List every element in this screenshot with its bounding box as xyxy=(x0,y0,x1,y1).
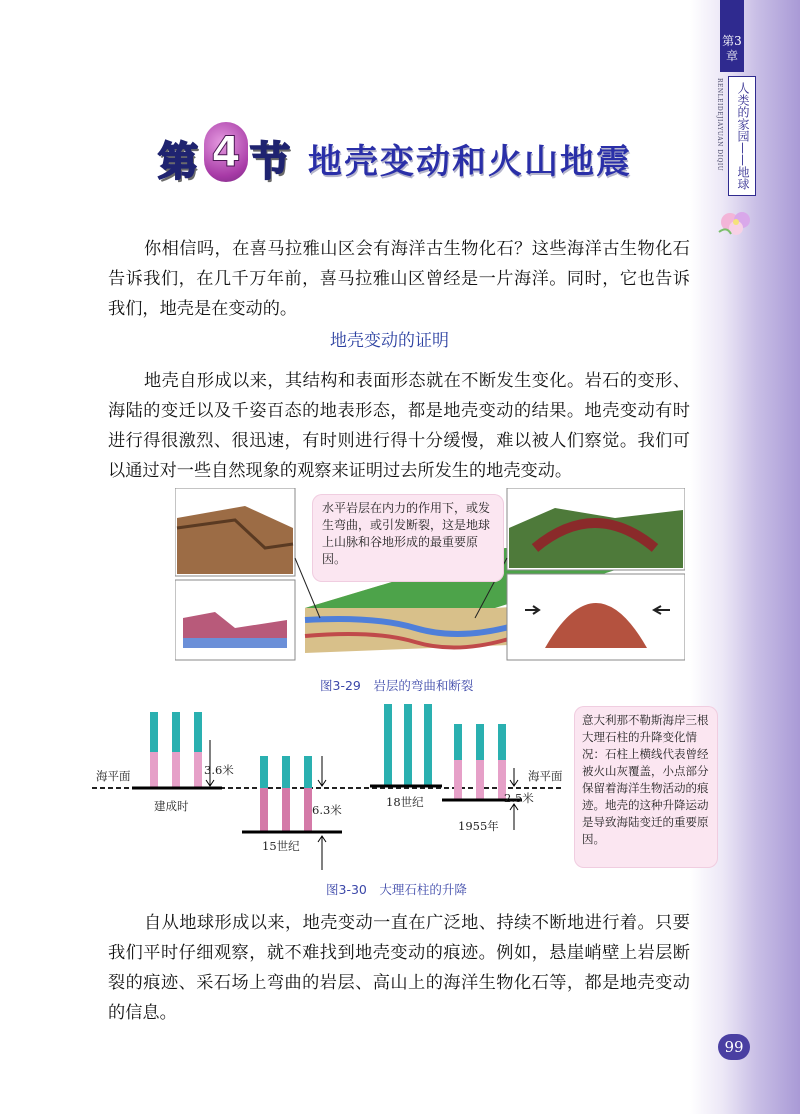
section-suffix: 节 xyxy=(250,139,290,185)
figure1-caption: 图3-29 岩层的弯曲和断裂 xyxy=(320,678,474,693)
measure-3-6: 3.6米 xyxy=(204,763,234,777)
sea-level-label-left: 海平面 xyxy=(96,769,131,783)
page-number: 99 xyxy=(718,1034,750,1060)
paragraph-conclusion: 自从地球形成以来，地壳变动一直在广泛地、持续不断地进行着。只要我们平时仔细观察，就不难找到地壳变动的痕迹。例如，悬崖峭壁上岩层断裂的痕迹、采石场上弯曲的岩层、高山上的海洋生物化石等，都是地壳变动的信息。 xyxy=(108,913,690,1023)
figure1-callout: 水平岩层在内力的作用下，或发生弯曲，或引发断裂，这是地球上山脉和谷地形成的最重要原因。 xyxy=(312,494,504,582)
figure2-caption: 图3-30 大理石柱的升降 xyxy=(326,882,467,897)
sea-level-label-right: 海平面 xyxy=(528,769,563,783)
section-title xyxy=(158,122,678,186)
section-prefix: 第 xyxy=(158,139,198,185)
section-heading: 地壳变动和火山地震 xyxy=(308,142,632,182)
section-number-badge: 4 xyxy=(204,122,248,182)
pillars-15c xyxy=(242,756,342,832)
measure-6-3: 6.3米 xyxy=(312,803,342,817)
stage-1955-label: 1955年 xyxy=(458,819,499,833)
stage-built-label: 建成时 xyxy=(154,799,189,813)
chapter-title-strip: 人类的家园——地球 xyxy=(728,76,756,196)
stage-18c-label: 18世纪 xyxy=(386,795,424,809)
chapter-tab: 第3章 xyxy=(720,0,744,72)
subheading: 地壳变动的证明 xyxy=(330,331,449,351)
chapter-pinyin: RENLEIDEJIAYUAN DIQIU xyxy=(716,78,723,172)
flower-icon xyxy=(715,204,757,240)
stage-15c-label: 15世纪 xyxy=(262,839,300,853)
figure2-callout: 意大利那不勒斯海岸三根大理石柱的升降变化情况：石柱上横线代表曾经被火山灰覆盖，小点部分保留着海洋生物活动的痕迹。地壳的这种升降运动是导致海陆变迁的重要原因。 xyxy=(574,706,718,868)
paragraph-evidence: 地壳自形成以来，其结构和表面形态就在不断发生变化。岩石的变形、海陆的变迁以及千姿百态的地表形态，都是地壳变动的结果。地壳变动有时进行得很激烈、很迅速，有时则进行得十分缓慢，难以被人们察觉。我们可以通过对一些自然现象的观察来证明过去所发生的地壳变动。 xyxy=(108,371,690,481)
measure-2-5: 2.5米 xyxy=(504,791,534,805)
pillars-18c xyxy=(370,704,442,786)
figure-marble-pillars xyxy=(92,700,572,870)
paragraph-intro: 你相信吗，在喜马拉雅山区会有海洋古生物化石？这些海洋古生物化石告诉我们，在几千万年前，喜马拉雅山区曾经是一片海洋。同时，它也告诉我们，地壳是在变动的。 xyxy=(108,239,690,319)
